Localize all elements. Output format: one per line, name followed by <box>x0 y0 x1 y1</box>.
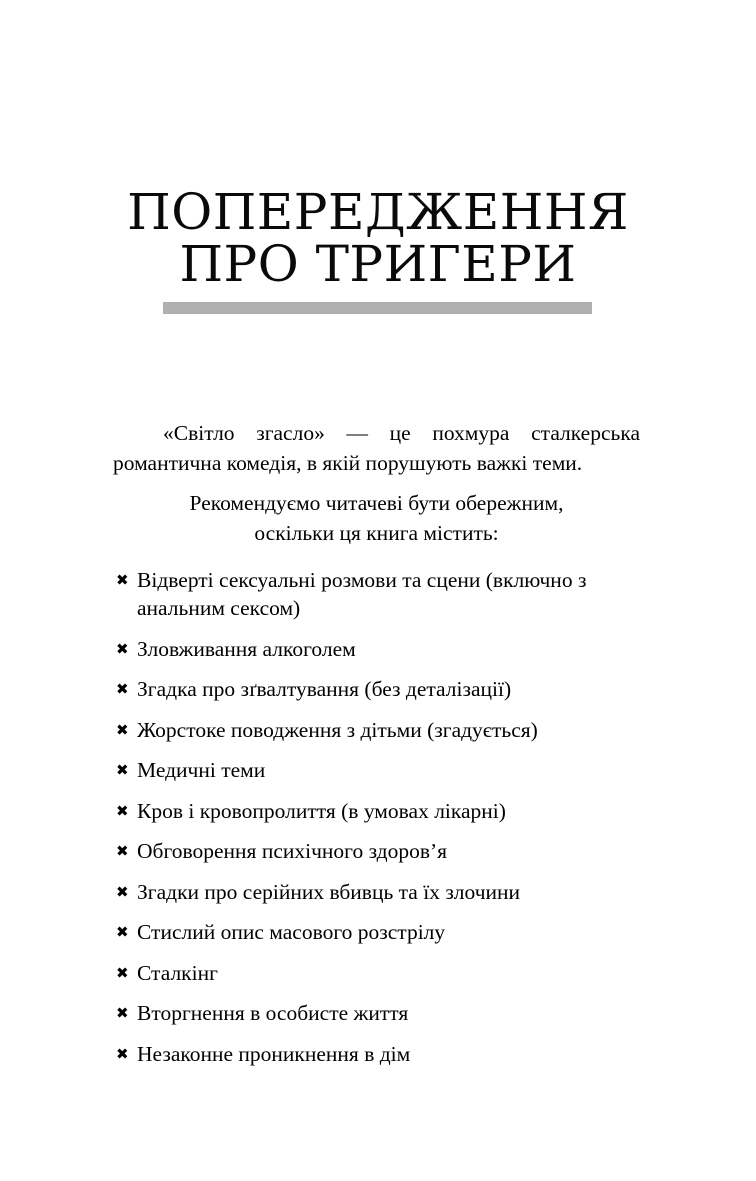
intro-paragraph: «Світло згасло» — це похмура сталкерська романтична комедія, в якій порушують важкі теми. <box>113 421 640 475</box>
recommendation-line-1: Рекомендуємо читачеві бути обережним, <box>189 491 564 515</box>
list-item <box>113 675 640 703</box>
x-mark-icon: ✖ <box>116 923 129 941</box>
list-item-label: Стислий опис масового розстрілу <box>137 920 446 944</box>
list-item-label: Обговорення психічного здоров’я <box>137 839 448 863</box>
list-item <box>113 566 640 622</box>
list-item <box>113 635 640 663</box>
x-mark-icon: ✖ <box>116 639 129 658</box>
list-item-label: Відверті сексуальні розмови та сцени (включно з анальним сексом) <box>137 568 587 620</box>
list-item-label: Жорстоке поводження з дітьми (згадується) <box>137 717 538 742</box>
list-item <box>113 716 640 744</box>
x-mark-icon: ✖ <box>116 571 129 589</box>
x-mark-icon: ✖ <box>116 882 129 901</box>
x-mark-icon: ✖ <box>116 680 129 698</box>
list-item-label: Медичні теми <box>137 758 266 782</box>
list-item-label: Сталкінг <box>137 960 218 985</box>
list-item <box>113 797 640 825</box>
list-item <box>113 918 640 946</box>
list-item-label: Незаконне проникнення в дім <box>137 1041 411 1066</box>
list-item <box>113 837 640 865</box>
list-item <box>113 1040 640 1068</box>
content-column <box>113 418 640 1068</box>
trigger-warning-list <box>113 566 640 1068</box>
x-mark-icon: ✖ <box>116 761 129 779</box>
list-item-label: Згадка про зґвалтування (без деталізації) <box>137 677 512 701</box>
x-mark-icon: ✖ <box>116 1044 129 1063</box>
list-item-label: Згадки про серійних вбивць та їх злочини <box>137 879 521 904</box>
list-item <box>113 878 640 906</box>
x-mark-icon: ✖ <box>116 963 129 982</box>
list-item <box>113 959 640 987</box>
x-mark-icon: ✖ <box>116 801 129 820</box>
x-mark-icon: ✖ <box>116 842 129 860</box>
x-mark-icon: ✖ <box>116 1004 129 1022</box>
list-item <box>113 999 640 1027</box>
list-item-label: Зловживання алкоголем <box>137 636 356 661</box>
recommendation-line-2: оскільки ця книга містить: <box>254 521 499 545</box>
page-title-line-2: ПРО ТРИГЕРИ <box>179 235 577 293</box>
list-item <box>113 756 640 784</box>
recommendation-block <box>113 488 640 548</box>
page-title-line-1: ПОПЕРЕДЖЕННЯ <box>127 183 629 241</box>
title-divider-rule <box>163 302 592 314</box>
list-item-label: Кров і кровопролиття (в умовах лікарні) <box>137 798 506 823</box>
list-item-label: Вторгнення в особисте життя <box>137 1001 409 1025</box>
x-mark-icon: ✖ <box>116 720 129 739</box>
page-title <box>0 183 756 293</box>
